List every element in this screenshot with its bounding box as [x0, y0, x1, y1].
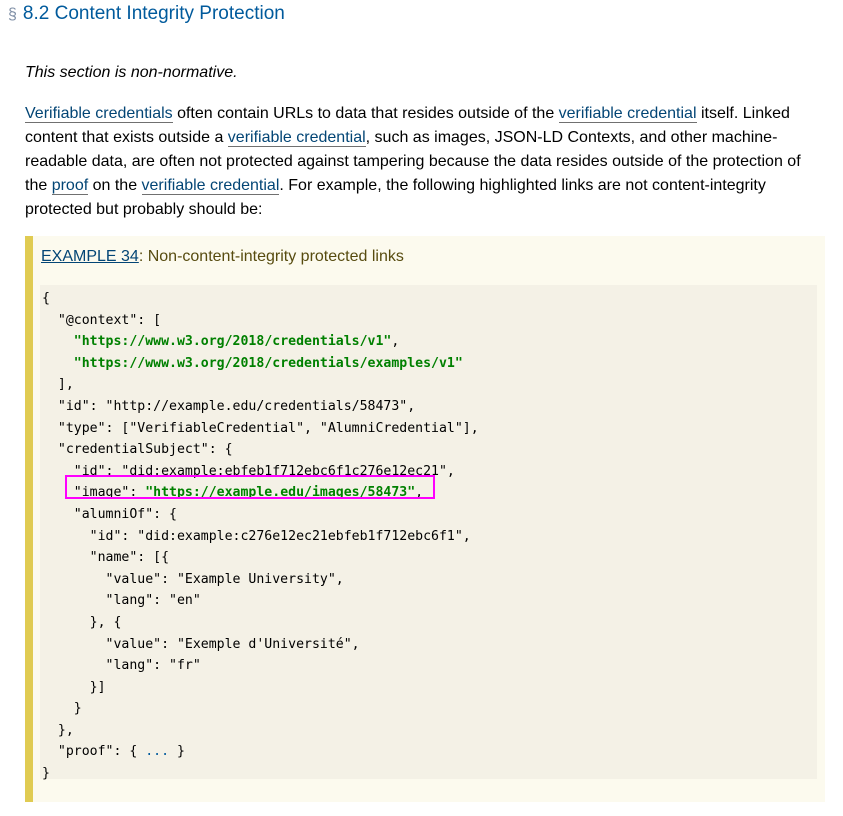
paragraph-text: , such as images, JSON-LD Contexts, and other machine-readable data, are often not protected against tampering because the data resides outside of the protection of the — [25, 129, 801, 194]
code-ellipsis: ... — [145, 744, 170, 760]
code-line — [40, 741, 817, 763]
example-separator: : — [138, 248, 148, 265]
code-line — [40, 353, 817, 375]
code-punct: , — [391, 334, 400, 350]
non-normative-note: This section is non-normative. — [25, 64, 238, 81]
code-line: }, — [42, 722, 74, 738]
intro-paragraph — [25, 102, 815, 222]
link-verifiable-credentials[interactable]: Verifiable credentials — [25, 105, 173, 122]
code-punct: , — [415, 485, 424, 501]
code-line: }, { — [42, 614, 122, 630]
code-string: "https://www.w3.org/2018/credentials/examples/v1" — [73, 355, 463, 371]
link-verifiable-credential[interactable]: verifiable credential — [141, 177, 280, 194]
code-key: "proof": { — [42, 744, 146, 760]
link-proof[interactable]: proof — [51, 177, 89, 194]
section-title: 8.2 Content Integrity Protection — [22, 3, 285, 24]
paragraph-text: on the — [88, 177, 142, 194]
code-line: "value": "Example University", — [42, 571, 344, 587]
code-indent — [42, 356, 74, 371]
code-line: ], — [42, 377, 74, 393]
code-line: "type": ["VerifiableCredential", "AlumniCredential"], — [42, 420, 479, 436]
section-anchor-link[interactable]: § — [8, 6, 17, 23]
link-verifiable-credential[interactable]: verifiable credential — [227, 129, 366, 146]
code-indent — [42, 334, 74, 349]
code-line: "lang": "fr" — [42, 658, 201, 674]
example-title — [41, 248, 404, 266]
code-string: "https://example.edu/images/58473" — [145, 485, 416, 501]
link-verifiable-credential[interactable]: verifiable credential — [558, 105, 697, 122]
code-key: "image": — [42, 485, 146, 501]
code-line: "id": "did:example:ebfeb1f712ebc6f1c276e12ec21", — [42, 463, 455, 479]
code-string: "https://www.w3.org/2018/credentials/v1" — [73, 334, 392, 350]
code-line — [40, 331, 817, 353]
highlight-box — [65, 475, 435, 499]
paragraph-text: often contain URLs to data that resides outside of the — [172, 105, 559, 122]
code-line: "name": [{ — [42, 550, 170, 566]
example-anchor-link[interactable]: EXAMPLE 34 — [41, 248, 139, 265]
code-line: } — [42, 701, 82, 717]
code-line: { — [42, 291, 50, 306]
paragraph-text: . For example, the following highlighted links are not content-integrity protected but probably should be: — [25, 177, 766, 218]
code-line: "value": "Exemple d'Université", — [42, 636, 360, 652]
paragraph-text: itself. Linked content that exists outside a — [25, 105, 790, 146]
code-line: "alumniOf": { — [42, 506, 177, 522]
code-line: "credentialSubject": { — [42, 442, 233, 458]
code-line: } — [42, 766, 50, 782]
code-line: "id": "http://example.edu/credentials/58473", — [42, 398, 416, 414]
example-box — [25, 236, 825, 802]
code-punct: } — [169, 744, 185, 760]
code-line: "lang": "en" — [42, 593, 201, 609]
code-line: "@context": [ — [42, 312, 162, 328]
code-block — [40, 285, 817, 782]
example-caption: Non-content-integrity protected links — [147, 248, 404, 265]
code-line: "id": "did:example:c276e12ec21ebfeb1f712ebc6f1", — [42, 528, 471, 544]
section-heading — [8, 3, 285, 25]
code-line: }] — [42, 679, 106, 695]
